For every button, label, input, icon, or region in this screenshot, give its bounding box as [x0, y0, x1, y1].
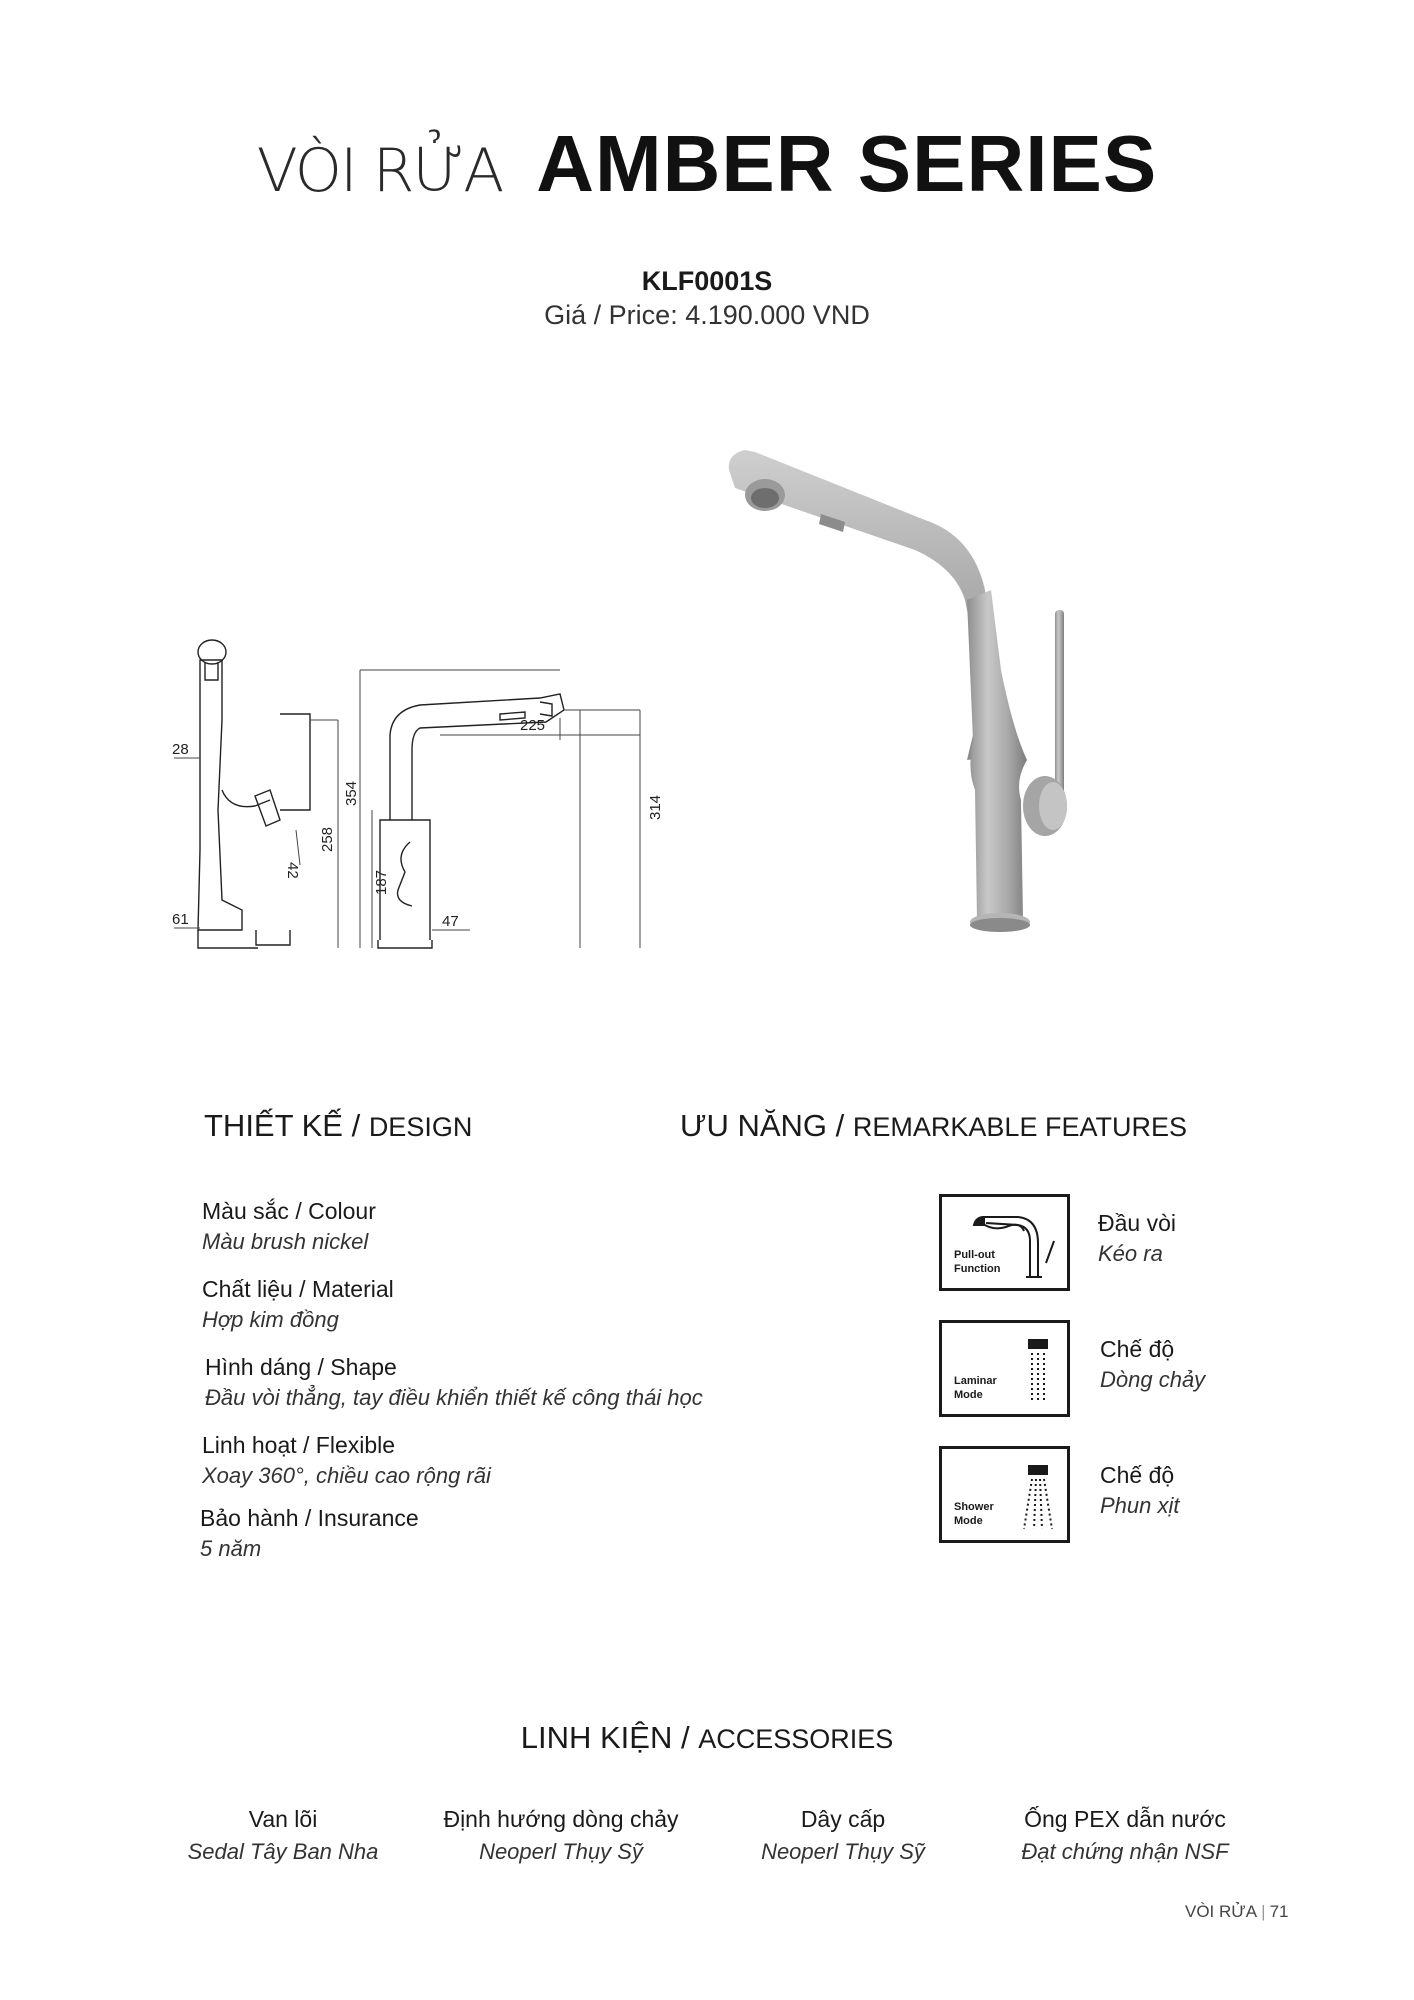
features-heading — [680, 1108, 1187, 1144]
dim-47: 47 — [442, 913, 459, 930]
feature-sub: Phun xịt — [1100, 1493, 1180, 1518]
design-value: 5 năm — [200, 1536, 262, 1561]
feature-box-line: Laminar — [954, 1375, 997, 1387]
design-label: Linh hoạt / Flexible — [202, 1432, 396, 1458]
feature-sub: Kéo ra — [1098, 1241, 1163, 1266]
page-number: 71 — [1269, 1902, 1289, 1921]
feature-text — [1100, 1462, 1180, 1519]
dim-42: 42 — [284, 862, 301, 879]
pull-out-faucet-icon — [942, 1197, 1073, 1294]
accessory-value: Sedal Tây Ban Nha — [187, 1839, 379, 1864]
accessory-name: Định hướng dòng chảy — [443, 1806, 679, 1832]
design-item — [202, 1432, 491, 1489]
accessory-value: Neoperl Thụy Sỹ — [761, 1839, 925, 1864]
feature-box-line: Shower — [954, 1501, 994, 1513]
design-label: Chất liệu / Material — [202, 1276, 394, 1302]
feature-box-line: Mode — [954, 1515, 983, 1527]
laminar-stream-icon — [942, 1323, 1073, 1420]
feature-sub: Dòng chảy — [1100, 1367, 1206, 1392]
accessory-item — [693, 1806, 993, 1865]
design-heading-main: THIẾT KẾ / — [204, 1108, 361, 1143]
accessory-item — [133, 1806, 433, 1865]
model-code: KLF0001S — [641, 266, 773, 296]
feature-text — [1098, 1210, 1176, 1267]
feature-box-line: Function — [954, 1263, 1001, 1275]
design-value: Màu brush nickel — [202, 1229, 369, 1254]
accessory-name: Van lõi — [248, 1806, 318, 1832]
page-footer — [1185, 1902, 1289, 1922]
accessories-heading-main: LINH KIỆN / — [520, 1720, 690, 1755]
design-item — [202, 1276, 394, 1333]
accessory-name: Dây cấp — [800, 1806, 886, 1832]
shower-spray-icon — [942, 1449, 1073, 1546]
design-item — [200, 1505, 419, 1562]
accessories-heading — [0, 1720, 1414, 1756]
design-value: Xoay 360°, chiều cao rộng rãi — [202, 1463, 491, 1488]
design-value: Đầu vòi thẳng, tay điều khiển thiết kế công thái học — [205, 1385, 703, 1410]
feature-box-line: Pull-out — [954, 1249, 995, 1261]
accessory-name: Ống PEX dẫn nước — [1024, 1806, 1226, 1832]
accessory-value: Neoperl Thụy Sỹ — [479, 1839, 643, 1864]
dim-314: 314 — [647, 794, 664, 820]
title-bold: AMBER SERIES — [536, 119, 1158, 208]
footer-separator: | — [1261, 1902, 1266, 1921]
design-item — [205, 1354, 703, 1411]
dim-354: 354 — [343, 780, 360, 806]
design-label: Hình dáng / Shape — [205, 1354, 397, 1380]
page-title — [0, 118, 1414, 210]
accessory-value: Đạt chứng nhận NSF — [1021, 1839, 1229, 1864]
dim-61: 61 — [172, 911, 189, 928]
title-light: VÒI RỬA — [256, 136, 503, 206]
feature-title: Chế độ — [1100, 1462, 1175, 1488]
accessory-item — [411, 1806, 711, 1865]
design-heading-sub: DESIGN — [368, 1112, 473, 1142]
design-item — [202, 1198, 376, 1255]
accessory-item — [975, 1806, 1275, 1865]
design-value: Hợp kim đồng — [202, 1307, 339, 1332]
shower-feature-box — [939, 1446, 1070, 1543]
design-label: Màu sắc / Colour — [202, 1198, 376, 1224]
feature-text — [1100, 1336, 1205, 1393]
feature-title: Chế độ — [1100, 1336, 1175, 1362]
footer-section: VÒI RỬA — [1185, 1902, 1258, 1921]
feature-title: Đầu vòi — [1098, 1210, 1176, 1236]
price: Giá / Price: 4.190.000 VND — [544, 300, 870, 330]
feature-box-line: Mode — [954, 1389, 983, 1401]
features-heading-sub: REMARKABLE FEATURES — [852, 1112, 1187, 1142]
pull-out-feature-box — [939, 1194, 1070, 1291]
dim-258: 258 — [319, 826, 336, 852]
design-label: Bảo hành / Insurance — [200, 1505, 419, 1531]
dim-28: 28 — [172, 741, 189, 758]
laminar-feature-box — [939, 1320, 1070, 1417]
dim-187: 187 — [373, 869, 390, 895]
dim-225: 225 — [520, 717, 546, 734]
product-image — [715, 440, 1105, 960]
technical-drawing — [160, 610, 680, 960]
design-heading — [204, 1108, 472, 1144]
features-heading-main: ƯU NĂNG / — [680, 1108, 845, 1143]
accessories-heading-sub: ACCESSORIES — [698, 1724, 894, 1754]
